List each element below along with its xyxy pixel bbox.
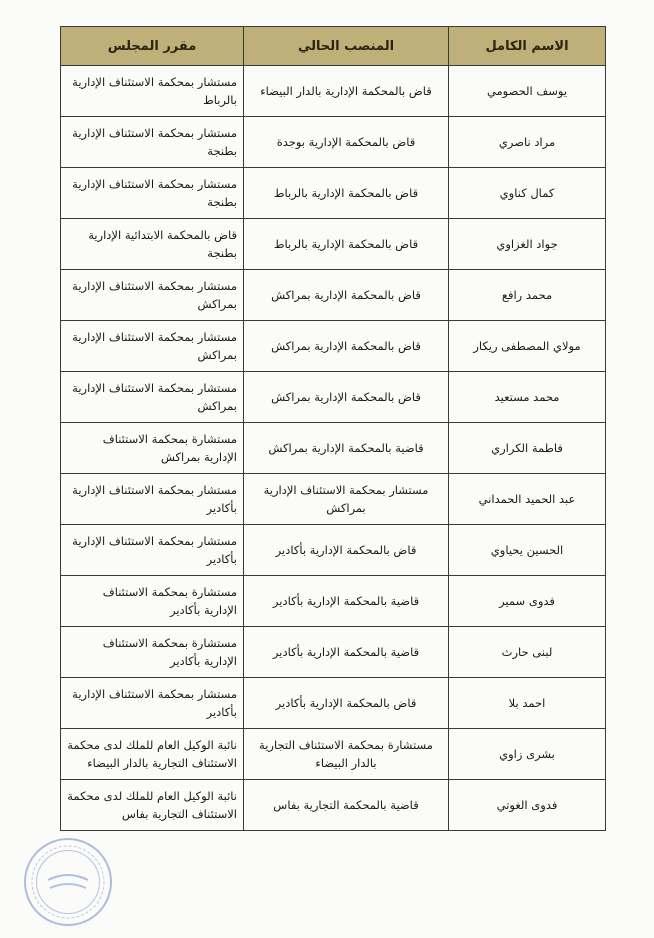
cell-current-position: قاض بالمحكمة الإدارية بأكادير	[244, 525, 449, 576]
cell-full-name: يوسف الحصومي	[449, 66, 606, 117]
table-row	[61, 117, 606, 168]
cell-council-decision: مستشار بمحكمة الاستئناف الإدارية بطنجة	[61, 117, 244, 168]
table-row	[61, 525, 606, 576]
table-row	[61, 372, 606, 423]
cell-council-decision: مستشار بمحكمة الاستئناف الإدارية بأكادير	[61, 474, 244, 525]
cell-council-decision: مستشار بمحكمة الاستئناف الإدارية بمراكش	[61, 372, 244, 423]
cell-current-position: قاضية بالمحكمة الإدارية بأكادير	[244, 576, 449, 627]
cell-full-name: محمد رافع	[449, 270, 606, 321]
table-row	[61, 168, 606, 219]
cell-council-decision: مستشار بمحكمة الاستئناف الإدارية بأكادير	[61, 525, 244, 576]
table-row	[61, 627, 606, 678]
header-row	[61, 27, 606, 66]
cell-current-position: قاض بالمحكمة الإدارية بوجدة	[244, 117, 449, 168]
cell-current-position: قاض بالمحكمة الإدارية بأكادير	[244, 678, 449, 729]
table-row	[61, 270, 606, 321]
table-row	[61, 423, 606, 474]
table-row	[61, 678, 606, 729]
cell-full-name: بشرى زاوي	[449, 729, 606, 780]
cell-full-name: مراد ناصري	[449, 117, 606, 168]
cell-current-position: قاضية بالمحكمة الإدارية بأكادير	[244, 627, 449, 678]
header-council-decision: مقرر المجلس	[61, 27, 244, 66]
cell-current-position: قاض بالمحكمة الإدارية بالدار البيضاء	[244, 66, 449, 117]
cell-full-name: فدوى الغوتي	[449, 780, 606, 831]
cell-current-position: مستشارة بمحكمة الاستئناف التجارية بالدار البيضاء	[244, 729, 449, 780]
cell-council-decision: مستشار بمحكمة الاستئناف الإدارية بالرباط	[61, 66, 244, 117]
cell-full-name: فاطمة الكراري	[449, 423, 606, 474]
cell-council-decision: نائبة الوكيل العام للملك لدى محكمة الاستئناف التجارية بالدار البيضاء	[61, 729, 244, 780]
cell-full-name: فدوى سمير	[449, 576, 606, 627]
table-row	[61, 219, 606, 270]
cell-current-position: قاضية بالمحكمة التجارية بفاس	[244, 780, 449, 831]
cell-current-position: قاض بالمحكمة الإدارية بمراكش	[244, 270, 449, 321]
table-row	[61, 729, 606, 780]
cell-council-decision: مستشارة بمحكمة الاستئناف الإدارية بمراكش	[61, 423, 244, 474]
cell-current-position: قاضية بالمحكمة الإدارية بمراكش	[244, 423, 449, 474]
appointments-table	[60, 26, 606, 831]
cell-council-decision: مستشارة بمحكمة الاستئناف الإدارية بأكادير	[61, 576, 244, 627]
cell-council-decision: مستشار بمحكمة الاستئناف الإدارية بطنجة	[61, 168, 244, 219]
cell-full-name: احمد بلا	[449, 678, 606, 729]
cell-full-name: مولاي المصطفى ريكار	[449, 321, 606, 372]
table-row	[61, 321, 606, 372]
cell-full-name: الحسين يحياوي	[449, 525, 606, 576]
cell-full-name: لبنى حارث	[449, 627, 606, 678]
table-body	[61, 66, 606, 831]
table-row	[61, 780, 606, 831]
cell-council-decision: قاض بالمحكمة الابتدائية الإدارية بطنجة	[61, 219, 244, 270]
header-current-position: المنصب الحالي	[244, 27, 449, 66]
cell-full-name: كمال كناوي	[449, 168, 606, 219]
cell-full-name: عبد الحميد الحمداني	[449, 474, 606, 525]
cell-council-decision: مستشار بمحكمة الاستئناف الإدارية بمراكش	[61, 270, 244, 321]
table-row	[61, 576, 606, 627]
header-full-name: الاسم الكامل	[449, 27, 606, 66]
table-row	[61, 66, 606, 117]
cell-council-decision: نائبة الوكيل العام للملك لدى محكمة الاستئناف التجارية بفاس	[61, 780, 244, 831]
cell-full-name: محمد مستعيد	[449, 372, 606, 423]
cell-council-decision: مستشار بمحكمة الاستئناف الإدارية بمراكش	[61, 321, 244, 372]
cell-current-position: قاض بالمحكمة الإدارية بالرباط	[244, 219, 449, 270]
cell-current-position: قاض بالمحكمة الإدارية بالرباط	[244, 168, 449, 219]
cell-current-position: قاض بالمحكمة الإدارية بمراكش	[244, 321, 449, 372]
table-row	[61, 474, 606, 525]
table-header	[61, 27, 606, 66]
cell-council-decision: مستشارة بمحكمة الاستئناف الإدارية بأكادير	[61, 627, 244, 678]
cell-council-decision: مستشار بمحكمة الاستئناف الإدارية بأكادير	[61, 678, 244, 729]
cell-current-position: قاض بالمحكمة الإدارية بمراكش	[244, 372, 449, 423]
seal-inner-ring	[36, 850, 100, 914]
cell-full-name: جواد الغزاوي	[449, 219, 606, 270]
official-seal-icon	[24, 838, 112, 926]
cell-current-position: مستشار بمحكمة الاستئناف الإدارية بمراكش	[244, 474, 449, 525]
